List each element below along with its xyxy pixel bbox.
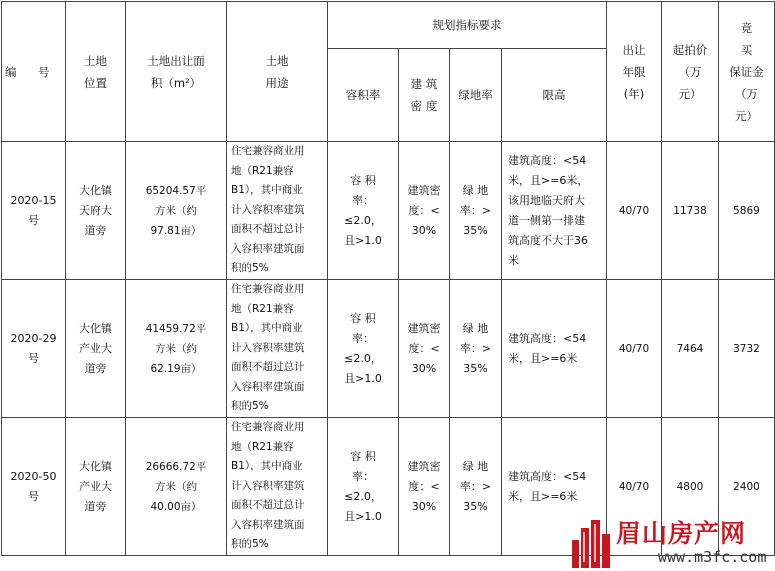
cell-deposit: 2400 xyxy=(719,418,775,556)
cell-line: 号 xyxy=(28,351,39,365)
watermark-url: www.m3fc.com xyxy=(658,548,767,566)
cell-area xyxy=(126,418,227,556)
cell-line: 土地 xyxy=(84,53,107,68)
cell-line: 积的5% xyxy=(231,400,269,413)
cell-green xyxy=(450,418,502,556)
cell-line: 方米（约 xyxy=(155,204,197,217)
cell-line: 大化镇 xyxy=(79,321,112,335)
cell-line: 30% xyxy=(411,223,437,237)
cell-line: 产业大 xyxy=(79,341,112,355)
cell-location xyxy=(66,418,126,556)
cell-line: (年) xyxy=(623,86,645,101)
cell-line: 建筑高度：<54 xyxy=(508,469,587,483)
cell-green xyxy=(450,280,502,418)
cell-start-price: 11738 xyxy=(662,142,719,280)
cell-start-price: 4800 xyxy=(662,418,719,556)
cell-line: 用途 xyxy=(265,75,289,90)
cell-line: 住宅兼容商业用 xyxy=(231,283,305,296)
cell-density xyxy=(399,142,450,280)
cell-green xyxy=(450,142,502,280)
header-height-limit: 限高 xyxy=(502,49,607,142)
header-code: 编 号 xyxy=(2,2,66,142)
cell-line: 建 筑 xyxy=(410,77,438,91)
cell-density xyxy=(399,280,450,418)
cell-line: 米 xyxy=(508,253,519,267)
cell-line: 计入容积率建筑 xyxy=(231,341,305,354)
cell-line: 率：> xyxy=(459,203,492,217)
cell-line: 入容积率建筑面 xyxy=(231,518,305,531)
cell-line: 产业大 xyxy=(79,479,112,493)
cell-line: 面积不超过总计 xyxy=(231,361,305,374)
cell-line: 35% xyxy=(463,499,488,513)
cell-line: 道旁 xyxy=(84,223,107,237)
cell-line: 率：> xyxy=(459,341,492,355)
cell-line: 大化镇 xyxy=(79,183,112,197)
header-area xyxy=(126,2,227,142)
header-start-price xyxy=(662,2,719,142)
cell-line: 率： xyxy=(352,469,374,483)
cell-line: 入容积率建筑面 xyxy=(231,242,305,255)
cell-line: 方米（约 xyxy=(155,480,197,493)
cell-line: 土地 xyxy=(265,53,289,68)
watermark-brand: 眉山房产网 xyxy=(616,519,747,548)
cell-line: 建筑密 xyxy=(407,459,441,473)
cell-line: 率： xyxy=(352,193,374,207)
cell-far xyxy=(328,418,399,556)
cell-term: 40/70 xyxy=(607,280,662,418)
cell-line: 绿 地 xyxy=(462,183,489,197)
cell-line: 2020-50 xyxy=(10,469,57,483)
cell-height-limit xyxy=(502,142,607,280)
cell-line: 度：< xyxy=(408,341,440,355)
cell-line: 方米（约 xyxy=(155,342,197,355)
cell-line: 筑高度不大于36 xyxy=(508,233,588,247)
cell-line: 米，且>=6米， xyxy=(508,173,589,187)
cell-line: ≤2.0， xyxy=(344,213,382,227)
cell-line: 道旁 xyxy=(84,361,107,375)
cell-line: 密 度 xyxy=(410,99,438,113)
cell-line: 该用地临天府大 xyxy=(508,193,585,207)
cell-line: B1），其中商业 xyxy=(231,184,303,197)
cell-line: 米，且>=6米 xyxy=(508,351,578,365)
header-density xyxy=(399,49,450,142)
cell-line: 地（R21兼容 xyxy=(231,440,294,453)
cell-line: 道旁 xyxy=(84,499,107,513)
cell-line: 35% xyxy=(463,361,488,375)
cell-line: （万 xyxy=(735,86,758,101)
cell-line: 建筑密 xyxy=(407,183,441,197)
cell-usage xyxy=(227,418,328,556)
cell-line: 土地出让面 xyxy=(147,53,205,68)
cell-term: 40/70 xyxy=(607,142,662,280)
cell-line: 位置 xyxy=(84,75,107,90)
cell-line: 且>1.0 xyxy=(344,509,382,523)
cell-area xyxy=(126,142,227,280)
cell-far xyxy=(328,280,399,418)
cell-line: 道一侧第一排建 xyxy=(508,213,585,227)
cell-far xyxy=(328,142,399,280)
cell-line: 入容积率建筑面 xyxy=(231,380,305,393)
cell-line: 2020-15 xyxy=(10,193,57,207)
cell-deposit: 5869 xyxy=(719,142,775,280)
cell-height-limit xyxy=(502,280,607,418)
header-term xyxy=(607,2,662,142)
cell-line: 2020-29 xyxy=(10,331,57,345)
cell-line: 天府大 xyxy=(79,203,112,217)
cell-line: 元） xyxy=(735,108,758,123)
cell-line: 买 xyxy=(740,42,753,57)
cell-line: （万 xyxy=(678,64,702,79)
cell-line: 41459.72平 xyxy=(145,322,207,335)
land-auction-table xyxy=(1,1,775,556)
cell-code xyxy=(2,280,66,418)
cell-deposit: 3732 xyxy=(719,280,775,418)
cell-term: 40/70 xyxy=(607,418,662,556)
cell-line: 97.81亩） xyxy=(150,224,202,237)
header-green: 绿地率 xyxy=(450,49,502,142)
cell-line: 且>1.0 xyxy=(344,233,382,247)
cell-line: 竞 xyxy=(740,20,753,35)
cell-location xyxy=(66,142,126,280)
cell-line: 建筑高度：<54 xyxy=(508,331,587,345)
cell-line: 30% xyxy=(411,499,437,513)
cell-line: 率： xyxy=(352,331,374,345)
cell-line: 地（R21兼容 xyxy=(231,164,294,177)
cell-line: 26666.72平 xyxy=(145,460,207,473)
cell-density xyxy=(399,418,450,556)
cell-line: 年限 xyxy=(622,64,646,79)
cell-line: 35% xyxy=(463,223,488,237)
cell-line: 65204.57平 xyxy=(145,184,207,197)
cell-line: 容 积 xyxy=(350,311,376,325)
cell-usage xyxy=(227,280,328,418)
cell-line: 62.19亩） xyxy=(150,362,202,375)
cell-location xyxy=(66,280,126,418)
cell-line: B1），其中商业 xyxy=(231,322,303,335)
cell-line: 绿 地 xyxy=(462,459,489,473)
header-far: 容积率 xyxy=(328,49,399,142)
cell-start-price: 7464 xyxy=(662,280,719,418)
cell-line: 且>1.0 xyxy=(344,371,382,385)
header-deposit xyxy=(719,2,775,142)
header-planning-group: 规划指标要求 xyxy=(328,2,607,49)
cell-line: 面积不超过总计 xyxy=(231,499,305,512)
cell-line: 元） xyxy=(678,86,702,101)
table-row xyxy=(2,142,775,280)
cell-line: 计入容积率建筑 xyxy=(231,203,305,216)
cell-line: 40.00亩） xyxy=(150,500,202,513)
cell-line: B1），其中商业 xyxy=(231,460,303,473)
cell-line: 住宅兼容商业用 xyxy=(231,145,305,158)
cell-line: 保证金 xyxy=(729,64,764,79)
cell-line: 面积不超过总计 xyxy=(231,223,305,236)
cell-line: 度：< xyxy=(408,203,440,217)
cell-line: 积的5% xyxy=(231,538,269,551)
cell-usage xyxy=(227,142,328,280)
cell-height-limit xyxy=(502,418,607,556)
header-usage xyxy=(227,2,328,142)
cell-line: ≤2.0， xyxy=(344,489,382,503)
cell-line: 积（m²） xyxy=(150,75,202,90)
cell-line: 大化镇 xyxy=(79,459,112,473)
cell-line: 出让 xyxy=(622,42,646,57)
cell-line: 绿 地 xyxy=(462,321,489,335)
cell-area xyxy=(126,280,227,418)
cell-line: 地（R21兼容 xyxy=(231,302,294,315)
cell-line: 住宅兼容商业用 xyxy=(231,421,305,434)
cell-line: ≤2.0， xyxy=(344,351,382,365)
table-row xyxy=(2,280,775,418)
cell-line: 建筑高度：<54 xyxy=(508,153,587,167)
cell-line: 容 积 xyxy=(350,449,376,463)
table-row xyxy=(2,418,775,556)
cell-line: 起拍价 xyxy=(672,42,708,57)
cell-code xyxy=(2,142,66,280)
cell-line: 号 xyxy=(28,489,39,503)
cell-line: 号 xyxy=(28,213,39,227)
cell-line: 30% xyxy=(411,361,437,375)
cell-line: 建筑密 xyxy=(407,321,441,335)
cell-line: 率：> xyxy=(459,479,492,493)
cell-line: 计入容积率建筑 xyxy=(231,479,305,492)
cell-line: 容 积 xyxy=(350,173,376,187)
cell-line: 米，且>=6米 xyxy=(508,489,578,503)
cell-code xyxy=(2,418,66,556)
cell-line: 积的5% xyxy=(231,262,269,275)
header-location xyxy=(66,2,126,142)
cell-line: 度：< xyxy=(408,479,440,493)
